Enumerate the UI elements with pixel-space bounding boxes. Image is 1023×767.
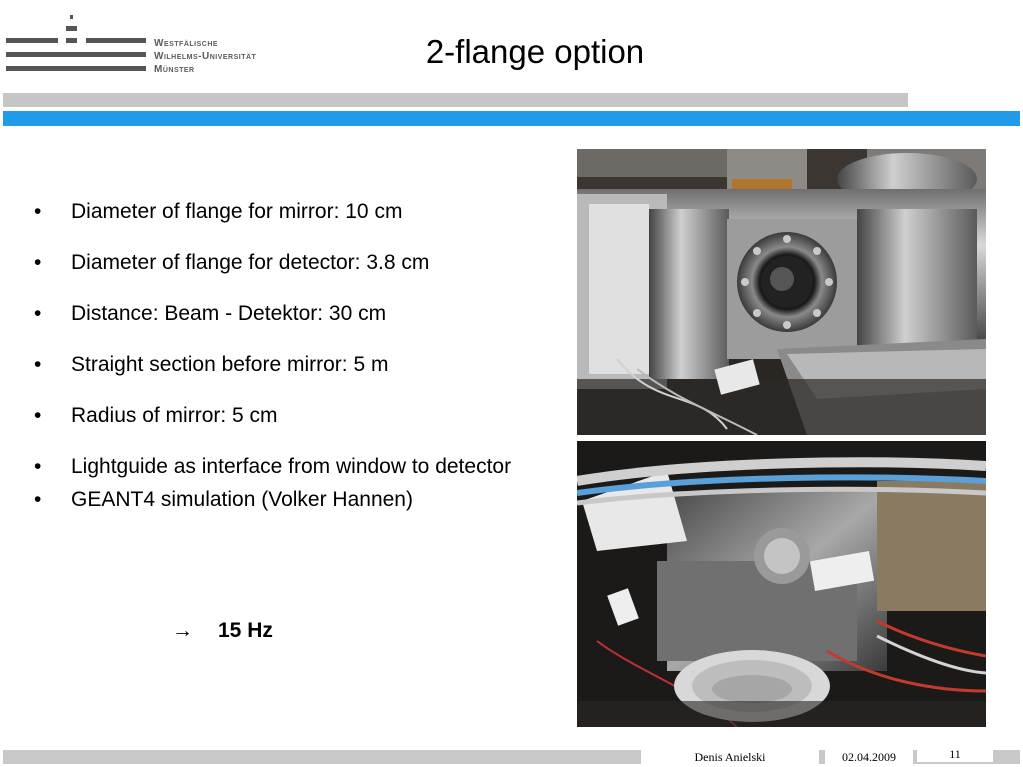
bullet-text: Distance: Beam - Detektor: 30 cm xyxy=(71,302,387,325)
bullet-text: Radius of mirror: 5 cm xyxy=(71,404,278,427)
bullet-dot: • xyxy=(34,353,42,376)
bullet-dot: • xyxy=(34,200,42,223)
bullet-list xyxy=(34,198,554,513)
bullet-item xyxy=(34,402,554,429)
bullet-text: Diameter of flange for detector: 3.8 cm xyxy=(71,251,430,274)
bullet-dot: • xyxy=(34,488,42,511)
bullet-text: Lightguide as interface from window to detector xyxy=(71,455,512,478)
bullet-item xyxy=(34,351,554,378)
result-line xyxy=(172,619,273,643)
header-gray-band xyxy=(3,93,908,107)
bullet-text: GEANT4 simulation (Volker Hannen) xyxy=(71,488,413,511)
bullet-text: Diameter of flange for mirror: 10 cm xyxy=(71,200,403,223)
logo-line-3: Münster xyxy=(154,64,195,75)
bullet-item xyxy=(34,300,554,327)
footer-date: 02.04.2009 xyxy=(825,750,913,765)
bullet-item xyxy=(34,198,554,225)
bullet-dot: • xyxy=(34,404,42,427)
logo-line-1: Westfälische xyxy=(154,38,219,49)
right-arrow-icon: → xyxy=(172,619,193,642)
bullet-item xyxy=(34,249,554,276)
bullet-text: Straight section before mirror: 5 m xyxy=(71,353,389,376)
photo-cabling-setup xyxy=(577,441,986,727)
slide-title: 2-flange option xyxy=(425,33,645,70)
photo-flange-viewport xyxy=(577,149,986,435)
bullet-item xyxy=(34,453,554,480)
bullet-dot: • xyxy=(34,455,42,478)
footer-author: Denis Anielski xyxy=(641,750,819,765)
bullet-item xyxy=(34,486,554,513)
header-blue-band xyxy=(3,111,1020,126)
bullet-dot: • xyxy=(34,251,42,274)
bullet-dot: • xyxy=(34,302,42,325)
logo-emblem-icon xyxy=(6,12,146,76)
footer-page-number: 11 xyxy=(917,747,993,762)
university-logo xyxy=(0,0,290,90)
logo-wordmark xyxy=(154,37,256,76)
logo-line-2: Wilhelms-Universität xyxy=(154,51,257,62)
result-value: 15 Hz xyxy=(218,619,273,642)
